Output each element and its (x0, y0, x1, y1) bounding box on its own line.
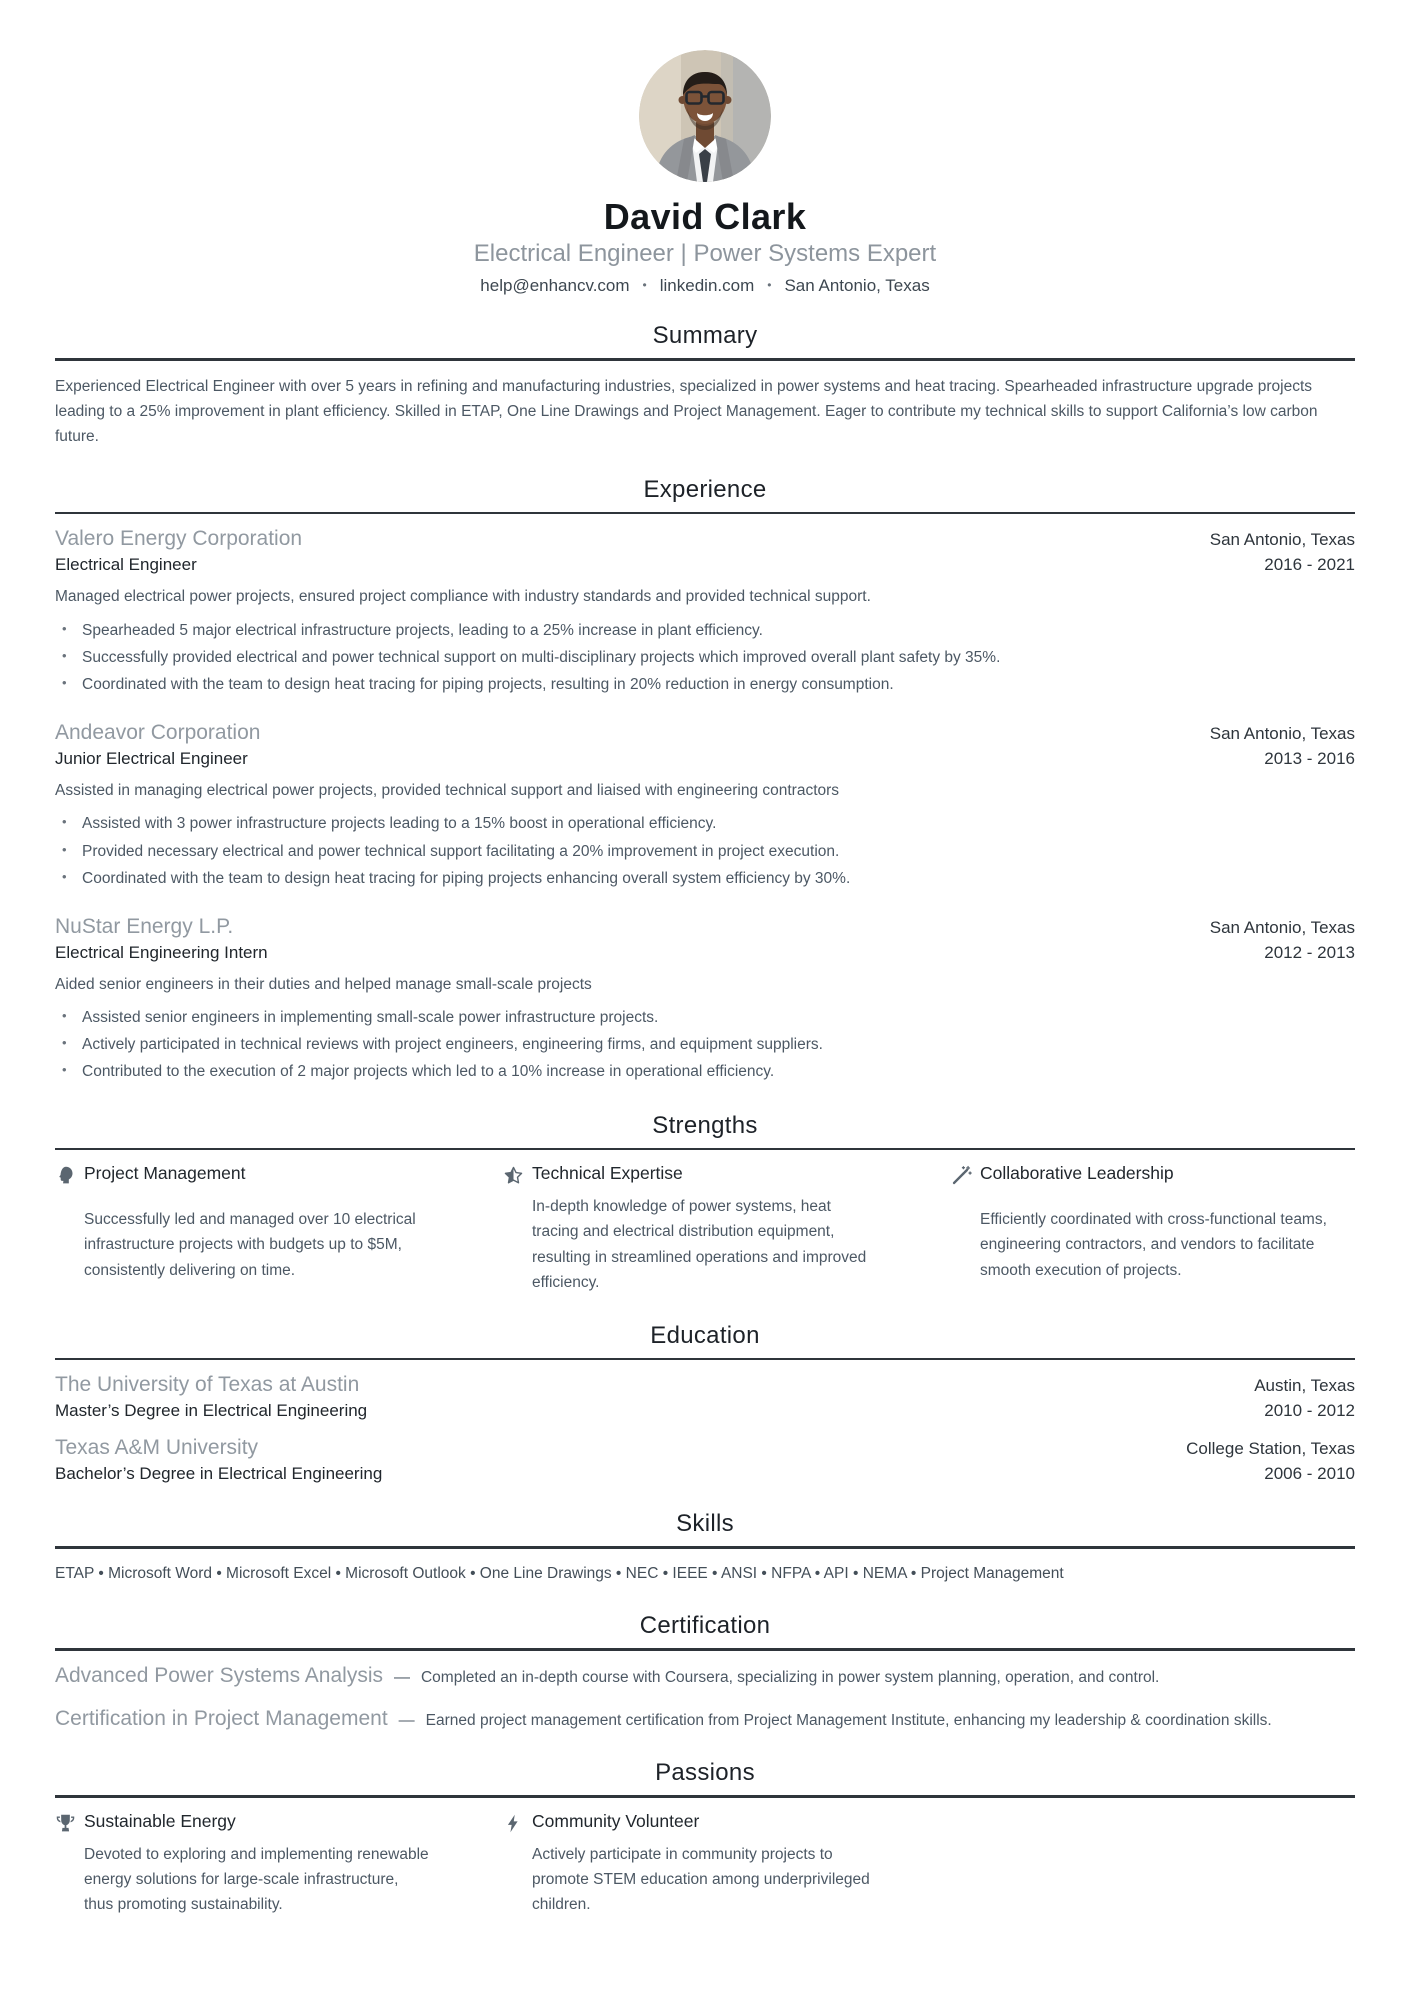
strength-title: Project Management (84, 1163, 246, 1184)
lightning-icon (503, 1813, 524, 1834)
job-title: Electrical Engineer (55, 555, 197, 575)
section-divider (55, 1546, 1355, 1549)
section-divider (55, 1148, 1355, 1151)
section-divider (55, 1648, 1355, 1651)
magic-wand-icon (951, 1165, 972, 1186)
section-education (55, 1322, 1355, 1485)
passion-title: Community Volunteer (532, 1810, 700, 1831)
section-divider (55, 358, 1355, 361)
job-description: Assisted in managing electrical power projects, provided technical support and liaised with engineering contractors (55, 782, 840, 799)
school-name: Texas A&M University (55, 1436, 259, 1460)
passion-item (55, 1811, 459, 1918)
degree-dates: 2010 - 2012 (1264, 1401, 1355, 1421)
candidate-title: Electrical Engineer | Power Systems Expert (473, 240, 937, 267)
strengths-heading: Strengths (652, 1111, 758, 1139)
contact-separator: • (642, 278, 647, 292)
certification-separator: — (393, 1668, 410, 1686)
certification-description: Earned project management certification from Project Management Institute, enhancing my leadership & coordination skills. (425, 1712, 1272, 1729)
job-location: San Antonio, Texas (1209, 530, 1355, 550)
contact-line (55, 276, 1355, 296)
job-dates: 2016 - 2021 (1264, 555, 1355, 575)
section-divider (55, 512, 1355, 515)
job-description: Managed electrical power projects, ensured project compliance with industry standards and provided technical support. (55, 588, 871, 606)
job-dates: 2012 - 2013 (1264, 942, 1355, 962)
passion-title: Sustainable Energy (84, 1810, 236, 1831)
strength-title: Technical Expertise (532, 1163, 683, 1184)
certification-name: Certification in Project Management (55, 1707, 388, 1730)
education-entry (55, 1373, 1355, 1421)
school-location: Austin, Texas (1254, 1376, 1355, 1396)
company-name: Valero Energy Corporation (55, 527, 303, 551)
strength-text: Efficiently coordinated with cross-functional teams, engineering contractors, and vendors to facilitate smooth execution of projects. (980, 1210, 1327, 1279)
strength-text: Successfully led and managed over 10 electrical infrastructure projects with budgets up to $5M, consistently delivering on time. (84, 1210, 416, 1279)
passion-item (503, 1811, 907, 1918)
job-bullet-list (55, 810, 1355, 891)
passions-heading: Passions (655, 1759, 755, 1787)
job-description: Aided senior engineers in their duties and helped manage small-scale projects (55, 975, 592, 993)
contact-location: San Antonio, Texas (784, 276, 930, 295)
contact-email[interactable]: help@enhancv.com (480, 276, 630, 295)
strength-item (503, 1163, 907, 1296)
job-bullet: • Actively participated in technical reviews with project engineers, engineering firms, and equipment suppliers. (55, 1031, 1355, 1058)
job-bullet: • Assisted senior engineers in implementing small-scale power infrastructure projects. (55, 1004, 1355, 1031)
job-title: Junior Electrical Engineer (55, 749, 248, 768)
strength-item (55, 1163, 459, 1296)
strength-title: Collaborative Leadership (980, 1163, 1174, 1184)
section-passions (55, 1759, 1355, 1918)
job-bullet: • Spearheaded 5 major electrical infrastructure projects, leading to a 25% increase in plant efficiency. (55, 617, 1355, 644)
section-experience (55, 476, 1355, 1086)
certification-entry (55, 1664, 1355, 1690)
experience-entry (55, 527, 1355, 698)
strength-item (951, 1163, 1355, 1296)
candidate-name: David Clark (603, 196, 807, 237)
section-certification (55, 1612, 1355, 1733)
job-bullet-list (55, 617, 1355, 698)
section-strengths (55, 1112, 1355, 1296)
job-bullet: • Coordinated with the team to design heat tracing for piping projects enhancing overall system efficiency by 30%. (55, 865, 1355, 892)
passion-text: Devoted to exploring and implementing renewable energy solutions for large-scale infrastructure, thus promoting sustainability. (84, 1845, 429, 1914)
certification-entry (55, 1707, 1355, 1733)
degree-name: Master’s Degree in Electrical Engineering (55, 1401, 368, 1421)
strength-text: In-depth knowledge of power systems, heat tracing and electrical distribution equipment, resulting in streamlined operations and improved efficiency. (532, 1198, 867, 1292)
summary-text: Experienced Electrical Engineer with over 5 years in refining and manufacturing industries, specialized in power systems and heat tracing. Spearheaded infrastructure upgrade projects leading to a 25% improvement in plant efficiency. Skilled in ETAP, One Line Drawings and Project Management. Eager to contribute my technical skills to support California’s low carbon future. (55, 377, 1318, 446)
section-divider (55, 1358, 1355, 1361)
section-summary (55, 322, 1355, 450)
degree-name: Bachelor’s Degree in Electrical Engineering (55, 1464, 383, 1484)
certification-heading: Certification (639, 1612, 771, 1640)
trophy-icon (55, 1813, 76, 1834)
experience-entry (55, 915, 1355, 1086)
job-bullet: • Coordinated with the team to design heat tracing for piping projects, resulting in 20% reduction in energy consumption. (55, 671, 1355, 698)
certification-description: Completed an in-depth course with Coursera, specializing in power system planning, operation, and control. (420, 1668, 1160, 1686)
school-name: The University of Texas at Austin (55, 1373, 360, 1397)
job-bullet: • Successfully provided electrical and power technical support on multi-disciplinary projects which improved overall plant safety by 35%. (55, 644, 1355, 671)
certification-name: Advanced Power Systems Analysis (55, 1663, 383, 1687)
company-name: Andeavor Corporation (55, 721, 261, 744)
experience-heading: Experience (643, 475, 767, 503)
skills-heading: Skills (676, 1510, 734, 1538)
section-skills (55, 1510, 1355, 1586)
job-dates: 2013 - 2016 (1264, 749, 1355, 768)
degree-dates: 2006 - 2010 (1264, 1464, 1355, 1484)
school-location: College Station, Texas (1186, 1439, 1355, 1459)
certification-separator: — (398, 1712, 415, 1729)
experience-entry (55, 721, 1355, 892)
education-heading: Education (650, 1321, 760, 1349)
profile-photo (639, 50, 771, 182)
job-location: San Antonio, Texas (1209, 917, 1355, 937)
job-bullet: • Assisted with 3 power infrastructure projects leading to a 15% boost in operational efficiency. (55, 810, 1355, 837)
skills-list: ETAP • Microsoft Word • Microsoft Excel • Microsoft Outlook • One Line Drawings • NEC • IEEE • ANSI • NFPA • API • NEMA • Project Management (55, 1564, 1064, 1582)
job-bullet-list (55, 1004, 1355, 1085)
passion-text: Actively participate in community projects to promote STEM education among underprivileged children. (532, 1845, 870, 1914)
resume-header (55, 50, 1355, 296)
job-bullet: • Contributed to the execution of 2 major projects which led to a 10% increase in operational efficiency. (55, 1058, 1355, 1085)
education-entry (55, 1436, 1355, 1484)
mind-icon (55, 1165, 76, 1186)
summary-heading: Summary (652, 322, 758, 349)
company-name: NuStar Energy L.P. (55, 914, 234, 938)
section-divider (55, 1795, 1355, 1798)
contact-separator: • (767, 278, 772, 292)
contact-website[interactable]: linkedin.com (659, 276, 755, 295)
half-star-icon (503, 1165, 524, 1186)
job-location: San Antonio, Texas (1209, 724, 1355, 743)
job-bullet: • Provided necessary electrical and power technical support facilitating a 20% improvement in project execution. (55, 838, 1355, 865)
job-title: Electrical Engineering Intern (55, 942, 268, 962)
